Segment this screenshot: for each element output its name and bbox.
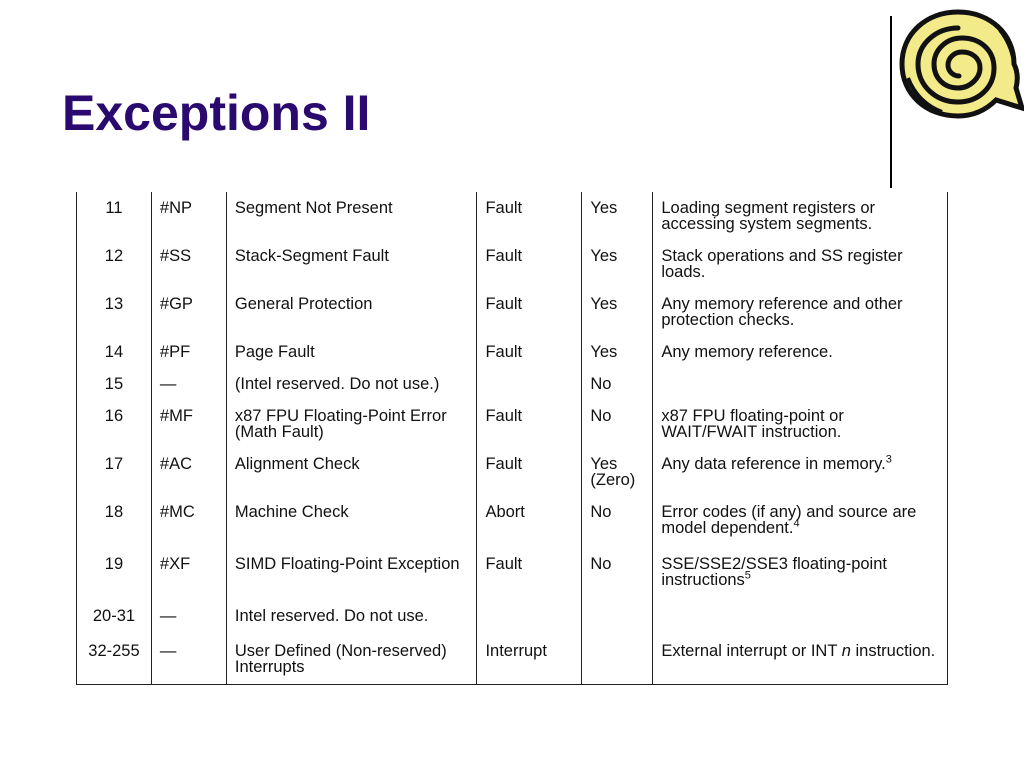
type-cell: Interrupt bbox=[477, 635, 582, 685]
vector-cell: 14 bbox=[77, 336, 152, 368]
mnemonic-cell: #NP bbox=[151, 192, 226, 240]
mnemonic-cell: #XF bbox=[151, 548, 226, 600]
table-row bbox=[77, 336, 948, 368]
source-cell bbox=[653, 448, 948, 496]
description-cell: Stack-Segment Fault bbox=[226, 240, 477, 288]
description-cell: User Defined (Non-reserved) Interrupts bbox=[226, 635, 477, 685]
vector-cell: 19 bbox=[77, 548, 152, 600]
footnote-marker: 4 bbox=[793, 517, 800, 530]
type-cell bbox=[477, 368, 582, 400]
vertical-divider bbox=[890, 16, 892, 188]
source-cell: Stack operations and SS register loads. bbox=[653, 240, 948, 288]
table-row bbox=[77, 288, 948, 336]
description-cell: x87 FPU Floating-Point Error (Math Fault) bbox=[226, 400, 477, 448]
description-cell: Page Fault bbox=[226, 336, 477, 368]
table-row bbox=[77, 635, 948, 685]
error-code-cell: Yes bbox=[582, 336, 653, 368]
type-cell: Fault bbox=[477, 192, 582, 240]
type-cell: Abort bbox=[477, 496, 582, 548]
vector-cell: 15 bbox=[77, 368, 152, 400]
mnemonic-cell: — bbox=[151, 635, 226, 685]
source-cell: Loading segment registers or accessing system segments. bbox=[653, 192, 948, 240]
source-text: Error codes (if any) and source are model dependent. bbox=[661, 503, 917, 537]
vector-cell: 20-31 bbox=[77, 600, 152, 635]
footnote-marker: 3 bbox=[885, 453, 892, 466]
error-code-cell: Yes bbox=[582, 192, 653, 240]
type-cell bbox=[477, 600, 582, 635]
mnemonic-cell: #MC bbox=[151, 496, 226, 548]
table-row bbox=[77, 368, 948, 400]
type-cell: Fault bbox=[477, 288, 582, 336]
type-cell: Fault bbox=[477, 336, 582, 368]
vector-cell: 11 bbox=[77, 192, 152, 240]
table-row bbox=[77, 496, 948, 548]
mnemonic-cell: #PF bbox=[151, 336, 226, 368]
error-code-cell bbox=[582, 635, 653, 685]
description-cell: Intel reserved. Do not use. bbox=[226, 600, 477, 635]
description-cell: Machine Check bbox=[226, 496, 477, 548]
source-italic-n: n bbox=[841, 642, 851, 660]
source-cell bbox=[653, 368, 948, 400]
mnemonic-cell: — bbox=[151, 368, 226, 400]
table-row bbox=[77, 448, 948, 496]
table-row bbox=[77, 240, 948, 288]
type-cell: Fault bbox=[477, 448, 582, 496]
vector-cell: 13 bbox=[77, 288, 152, 336]
error-code-cell: Yes (Zero) bbox=[582, 448, 653, 496]
source-cell: Any memory reference and other protection checks. bbox=[653, 288, 948, 336]
description-cell: SIMD Floating-Point Exception bbox=[226, 548, 477, 600]
description-cell: (Intel reserved. Do not use.) bbox=[226, 368, 477, 400]
type-cell: Fault bbox=[477, 400, 582, 448]
source-cell bbox=[653, 635, 948, 685]
mnemonic-cell: — bbox=[151, 600, 226, 635]
source-cell bbox=[653, 600, 948, 635]
table-row bbox=[77, 600, 948, 635]
source-text: Any data reference in memory. bbox=[661, 455, 886, 473]
error-code-cell bbox=[582, 600, 653, 635]
table-row bbox=[77, 400, 948, 448]
source-text: External interrupt or INT bbox=[661, 642, 842, 660]
mnemonic-cell: #SS bbox=[151, 240, 226, 288]
vector-cell: 12 bbox=[77, 240, 152, 288]
footnote-marker: 5 bbox=[744, 569, 751, 582]
vector-cell: 32-255 bbox=[77, 635, 152, 685]
mnemonic-cell: #MF bbox=[151, 400, 226, 448]
source-cell: x87 FPU floating-point or WAIT/FWAIT instruction. bbox=[653, 400, 948, 448]
error-code-cell: No bbox=[582, 548, 653, 600]
error-code-cell: No bbox=[582, 496, 653, 548]
vector-cell: 18 bbox=[77, 496, 152, 548]
source-text: SSE/SSE2/SSE3 floating-point instructions bbox=[661, 555, 887, 589]
slide-title: Exceptions II bbox=[62, 85, 371, 141]
error-code-cell: No bbox=[582, 368, 653, 400]
source-cell: Any memory reference. bbox=[653, 336, 948, 368]
type-cell: Fault bbox=[477, 240, 582, 288]
source-cell bbox=[653, 548, 948, 600]
description-cell: Alignment Check bbox=[226, 448, 477, 496]
mnemonic-cell: #AC bbox=[151, 448, 226, 496]
table-row bbox=[77, 192, 948, 240]
vector-cell: 16 bbox=[77, 400, 152, 448]
description-cell: Segment Not Present bbox=[226, 192, 477, 240]
error-code-cell: Yes bbox=[582, 288, 653, 336]
source-cell bbox=[653, 496, 948, 548]
error-code-cell: Yes bbox=[582, 240, 653, 288]
mnemonic-cell: #GP bbox=[151, 288, 226, 336]
error-code-cell: No bbox=[582, 400, 653, 448]
scroll-icon bbox=[896, 8, 1024, 122]
description-cell: General Protection bbox=[226, 288, 477, 336]
vector-cell: 17 bbox=[77, 448, 152, 496]
table-row bbox=[77, 548, 948, 600]
type-cell: Fault bbox=[477, 548, 582, 600]
source-tail: instruction. bbox=[850, 642, 936, 660]
exceptions-table bbox=[76, 192, 948, 685]
